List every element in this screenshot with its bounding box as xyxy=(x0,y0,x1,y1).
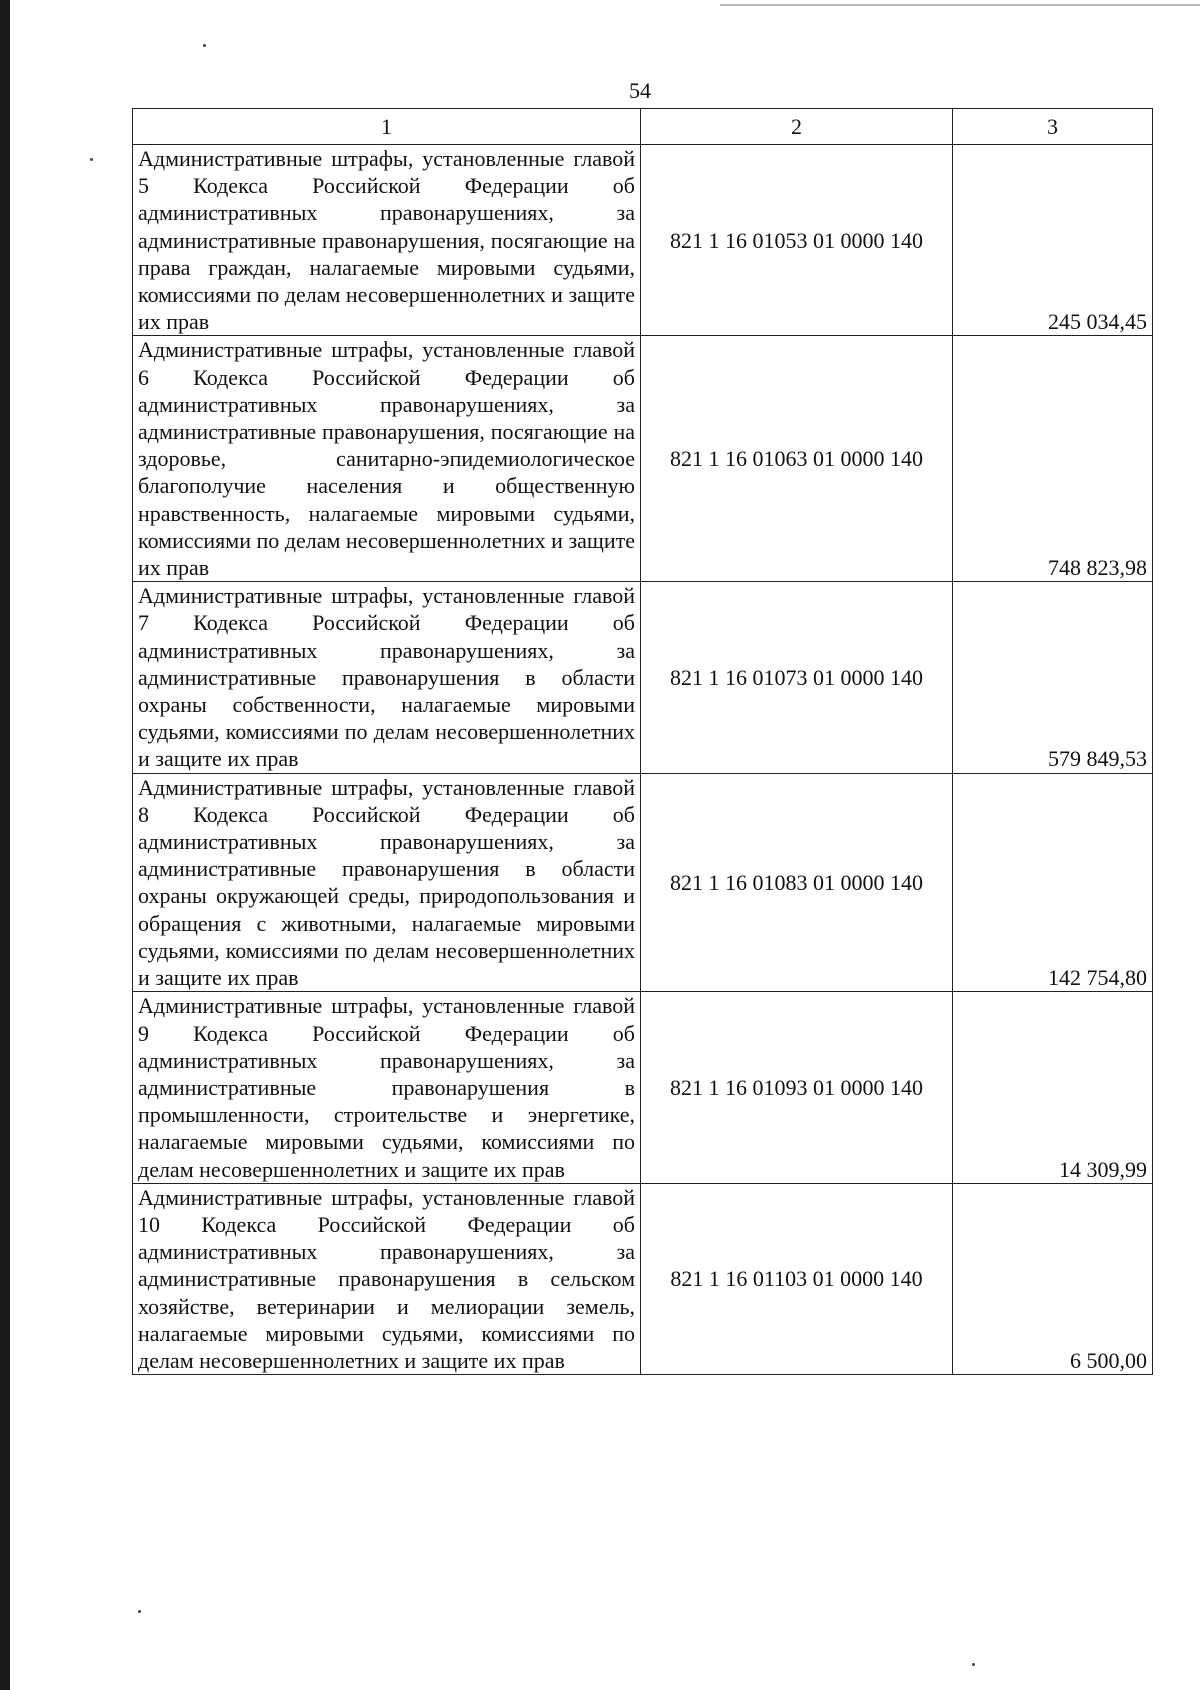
table-row xyxy=(133,336,1153,582)
row-description: Административные штрафы, установленные главой 10 Кодекса Российской Федерации об административных правонарушениях, за административные правонарушения в сельском хозяйстве, ветеринарии и мелиорации земель, налагаемые мировыми судьями, комиссиями по делам несовершеннолетних и защите их прав xyxy=(133,1183,641,1374)
row-amount: 579 849,53 xyxy=(953,582,1153,773)
scan-speck xyxy=(90,158,93,161)
row-code: 821 1 16 01083 01 0000 140 xyxy=(641,773,953,992)
row-description: Административные штрафы, установленные главой 8 Кодекса Российской Федерации об административных правонарушениях, за административные правонарушения в области охраны окружающей среды, природопользования и обращения с животными, налагаемые мировыми судьями, комиссиями по делам несовершеннолетних и защите их прав xyxy=(133,773,641,992)
row-code: 821 1 16 01103 01 0000 140 xyxy=(641,1183,953,1374)
table-row xyxy=(133,1183,1153,1374)
row-code: 821 1 16 01053 01 0000 140 xyxy=(641,145,953,336)
row-code: 821 1 16 01073 01 0000 140 xyxy=(641,582,953,773)
page-number: 54 xyxy=(629,78,651,103)
row-amount: 748 823,98 xyxy=(953,336,1153,582)
scan-speck xyxy=(972,1663,975,1666)
row-description: Административные штрафы, установленные главой 5 Кодекса Российской Федерации об административных правонарушениях, за административные правонарушения, посягающие на права граждан, налагаемые мировыми судьями, комиссиями по делам несовершеннолетних и защите их прав xyxy=(133,145,641,336)
scan-top-rule xyxy=(720,4,1200,6)
row-code: 821 1 16 01063 01 0000 140 xyxy=(641,336,953,582)
budget-table xyxy=(132,108,1153,1375)
row-amount: 142 754,80 xyxy=(953,773,1153,992)
column-header-3: 3 xyxy=(953,109,1153,145)
scan-speck xyxy=(138,1610,141,1613)
row-amount: 14 309,99 xyxy=(953,992,1153,1183)
table-row xyxy=(133,582,1153,773)
row-amount: 245 034,45 xyxy=(953,145,1153,336)
row-amount: 6 500,00 xyxy=(953,1183,1153,1374)
row-description: Административные штрафы, установленные главой 9 Кодекса Российской Федерации об административных правонарушениях, за административные правонарушения в промышленности, строительстве и энергетике, налагаемые мировыми судьями, комиссиями по делам несовершеннолетних и защите их прав xyxy=(133,992,641,1183)
table-row xyxy=(133,145,1153,336)
row-description: Административные штрафы, установленные главой 6 Кодекса Российской Федерации об административных правонарушениях, за административные правонарушения, посягающие на здоровье, санитарно-эпидемиологическое благополучие населения и общественную нравственность, налагаемые мировыми судьями, комиссиями по делам несовершеннолетних и защите их прав xyxy=(133,336,641,582)
header-row xyxy=(133,109,1153,145)
column-header-1: 1 xyxy=(133,109,641,145)
row-code: 821 1 16 01093 01 0000 140 xyxy=(641,992,953,1183)
scan-edge xyxy=(0,0,10,1690)
row-description: Административные штрафы, установленные главой 7 Кодекса Российской Федерации об административных правонарушениях, за административные правонарушения в области охраны собственности, налагаемые мировыми судьями, комиссиями по делам несовершеннолетних и защите их прав xyxy=(133,582,641,773)
scan-speck xyxy=(203,44,206,47)
table-row xyxy=(133,992,1153,1183)
column-header-2: 2 xyxy=(641,109,953,145)
table-row xyxy=(133,773,1153,992)
